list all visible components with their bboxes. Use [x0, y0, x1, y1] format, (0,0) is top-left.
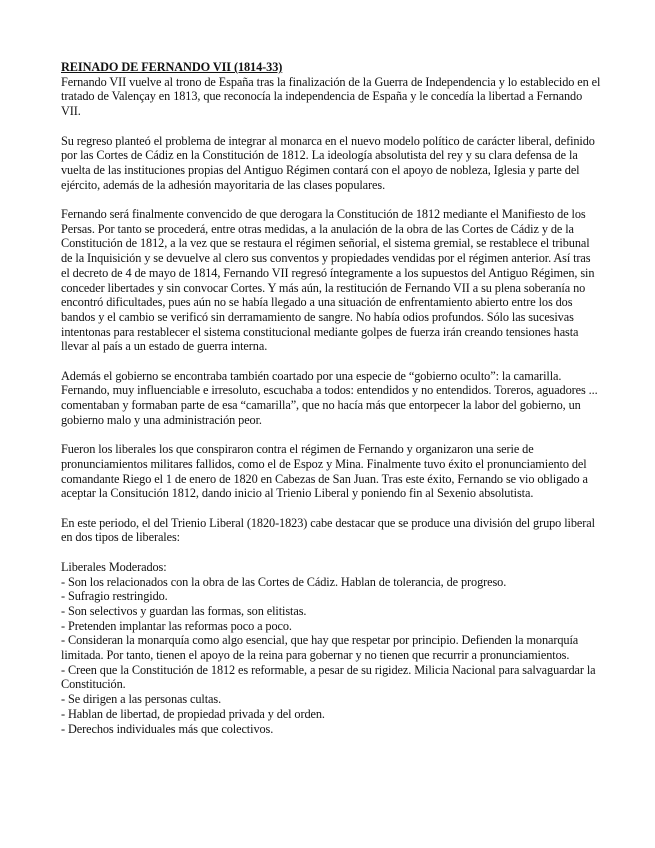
- list-item: - Pretenden implantar las reformas poco a poco.: [61, 618, 292, 633]
- paragraph-4: Además el gobierno se encontraba también coartado por una especie de “gobierno oculto”: la camarilla. Fernando, muy influenciable e irresoluto, escuchaba a todos: entendidos y no entendidos. Toreros, aguadores ... comentaban y formaban parte de esa “camarilla”, que no hacía más que entorpecer la labor del gobierno, un gobierno malo y una administración peor.: [61, 368, 598, 427]
- list-item: - Hablan de libertad, de propiedad privada y del orden.: [61, 706, 325, 721]
- paragraph-3: Fernando será finalmente convencido de que derogara la Constitución de 1812 mediante el Manifiesto de los Persas. Por tanto se procederá, entre otras medidas, a la anulación de la obra de las Cortes de Cádiz y de la Constitución de 1812, a la vez que se restaura el régimen señorial, el sistema gremial, se restablece el tribunal de la Inquisición y se devuelve al clero sus conventos y propiedades vendidas por el régimen anterior. Así tras el decreto de 4 de mayo de 1814, Fernando VII regresó íntegramente a los supuestos del Antiguo Régimen, sin conceder libertades y sin convocar Cortes. Y más aún, la restitución de Fernando VII a su plena soberanía no encontró dificultades, pues aún no se había llegado a una situación de enfrentamiento abierto entre los dos bandos y el cambio se verificó sin derramamiento de sangre. No había odios profundos. Sólo las sucesivas intentonas para restablecer el sistema constitucional mediante golpes de fuerza irán creando tensiones hasta llevar al país a un estado de guerra interna.: [61, 207, 595, 354]
- list-item: - Creen que la Constitución de 1812 es reformable, a pesar de su rigidez. Milicia Nacional para salvaguardar la Constitución.: [61, 662, 596, 692]
- document-body: [61, 60, 601, 736]
- paragraph-1: Fernando VII vuelve al trono de España tras la finalización de la Guerra de Independencia y lo establecido en el tratado de Valençay en 1813, que reconocía la independencia de España y le concedía la libertad a Fernando VII.: [61, 74, 601, 119]
- paragraph-5: Fueron los liberales los que conspiraron contra el régimen de Fernando y organizaron una serie de pronunciamientos militares fallidos, como el de Espoz y Mina. Finalmente tuvo éxito el pronunciamiento del comandante Riego el 1 de enero de 1820 en Cabezas de San Juan. Tras este éxito, Fernando se vio obligado a aceptar la Consitución 1812, dando inicio al Trienio Liberal y poniendo fin al Sexenio absolutista.: [61, 442, 588, 501]
- list-item: - Consideran la monarquía como algo esencial, que hay que respetar por principio. Defienden la monarquía limitada. Por tanto, tienen el apoyo de la reina para gobernar y no tienen que recurrir a pronunciamientos.: [61, 633, 579, 663]
- list-item: - Sufragio restringido.: [61, 589, 168, 604]
- paragraph-6: En este periodo, el del Trienio Liberal (1820-1823) cabe destacar que se produce una división del grupo liberal en dos tipos de liberales:: [61, 515, 595, 545]
- list-items: [61, 575, 601, 737]
- list-heading: Liberales Moderados:: [61, 559, 167, 574]
- document-title: REINADO DE FERNANDO VII (1814-33): [61, 60, 283, 74]
- list-item: - Se dirigen a las personas cultas.: [61, 692, 222, 707]
- paragraph-2: Su regreso planteó el problema de integrar al monarca en el nuevo modelo político de carácter liberal, definido por las Cortes de Cádiz en la Constitución de 1812. La ideología absolutista del rey y su clara defensa de la vuelta de las instituciones propias del Antiguo Régimen contará con el apoyo de nobleza, Iglesia y parte del ejército, además de la adhesión mayoritaria de las clases populares.: [61, 133, 595, 192]
- liberales-moderados-list: [61, 560, 601, 736]
- list-item: - Derechos individuales más que colectivos.: [61, 721, 274, 736]
- list-item: - Son selectivos y guardan las formas, son elitistas.: [61, 603, 307, 618]
- list-item: - Son los relacionados con la obra de las Cortes de Cádiz. Hablan de tolerancia, de progreso.: [61, 574, 507, 589]
